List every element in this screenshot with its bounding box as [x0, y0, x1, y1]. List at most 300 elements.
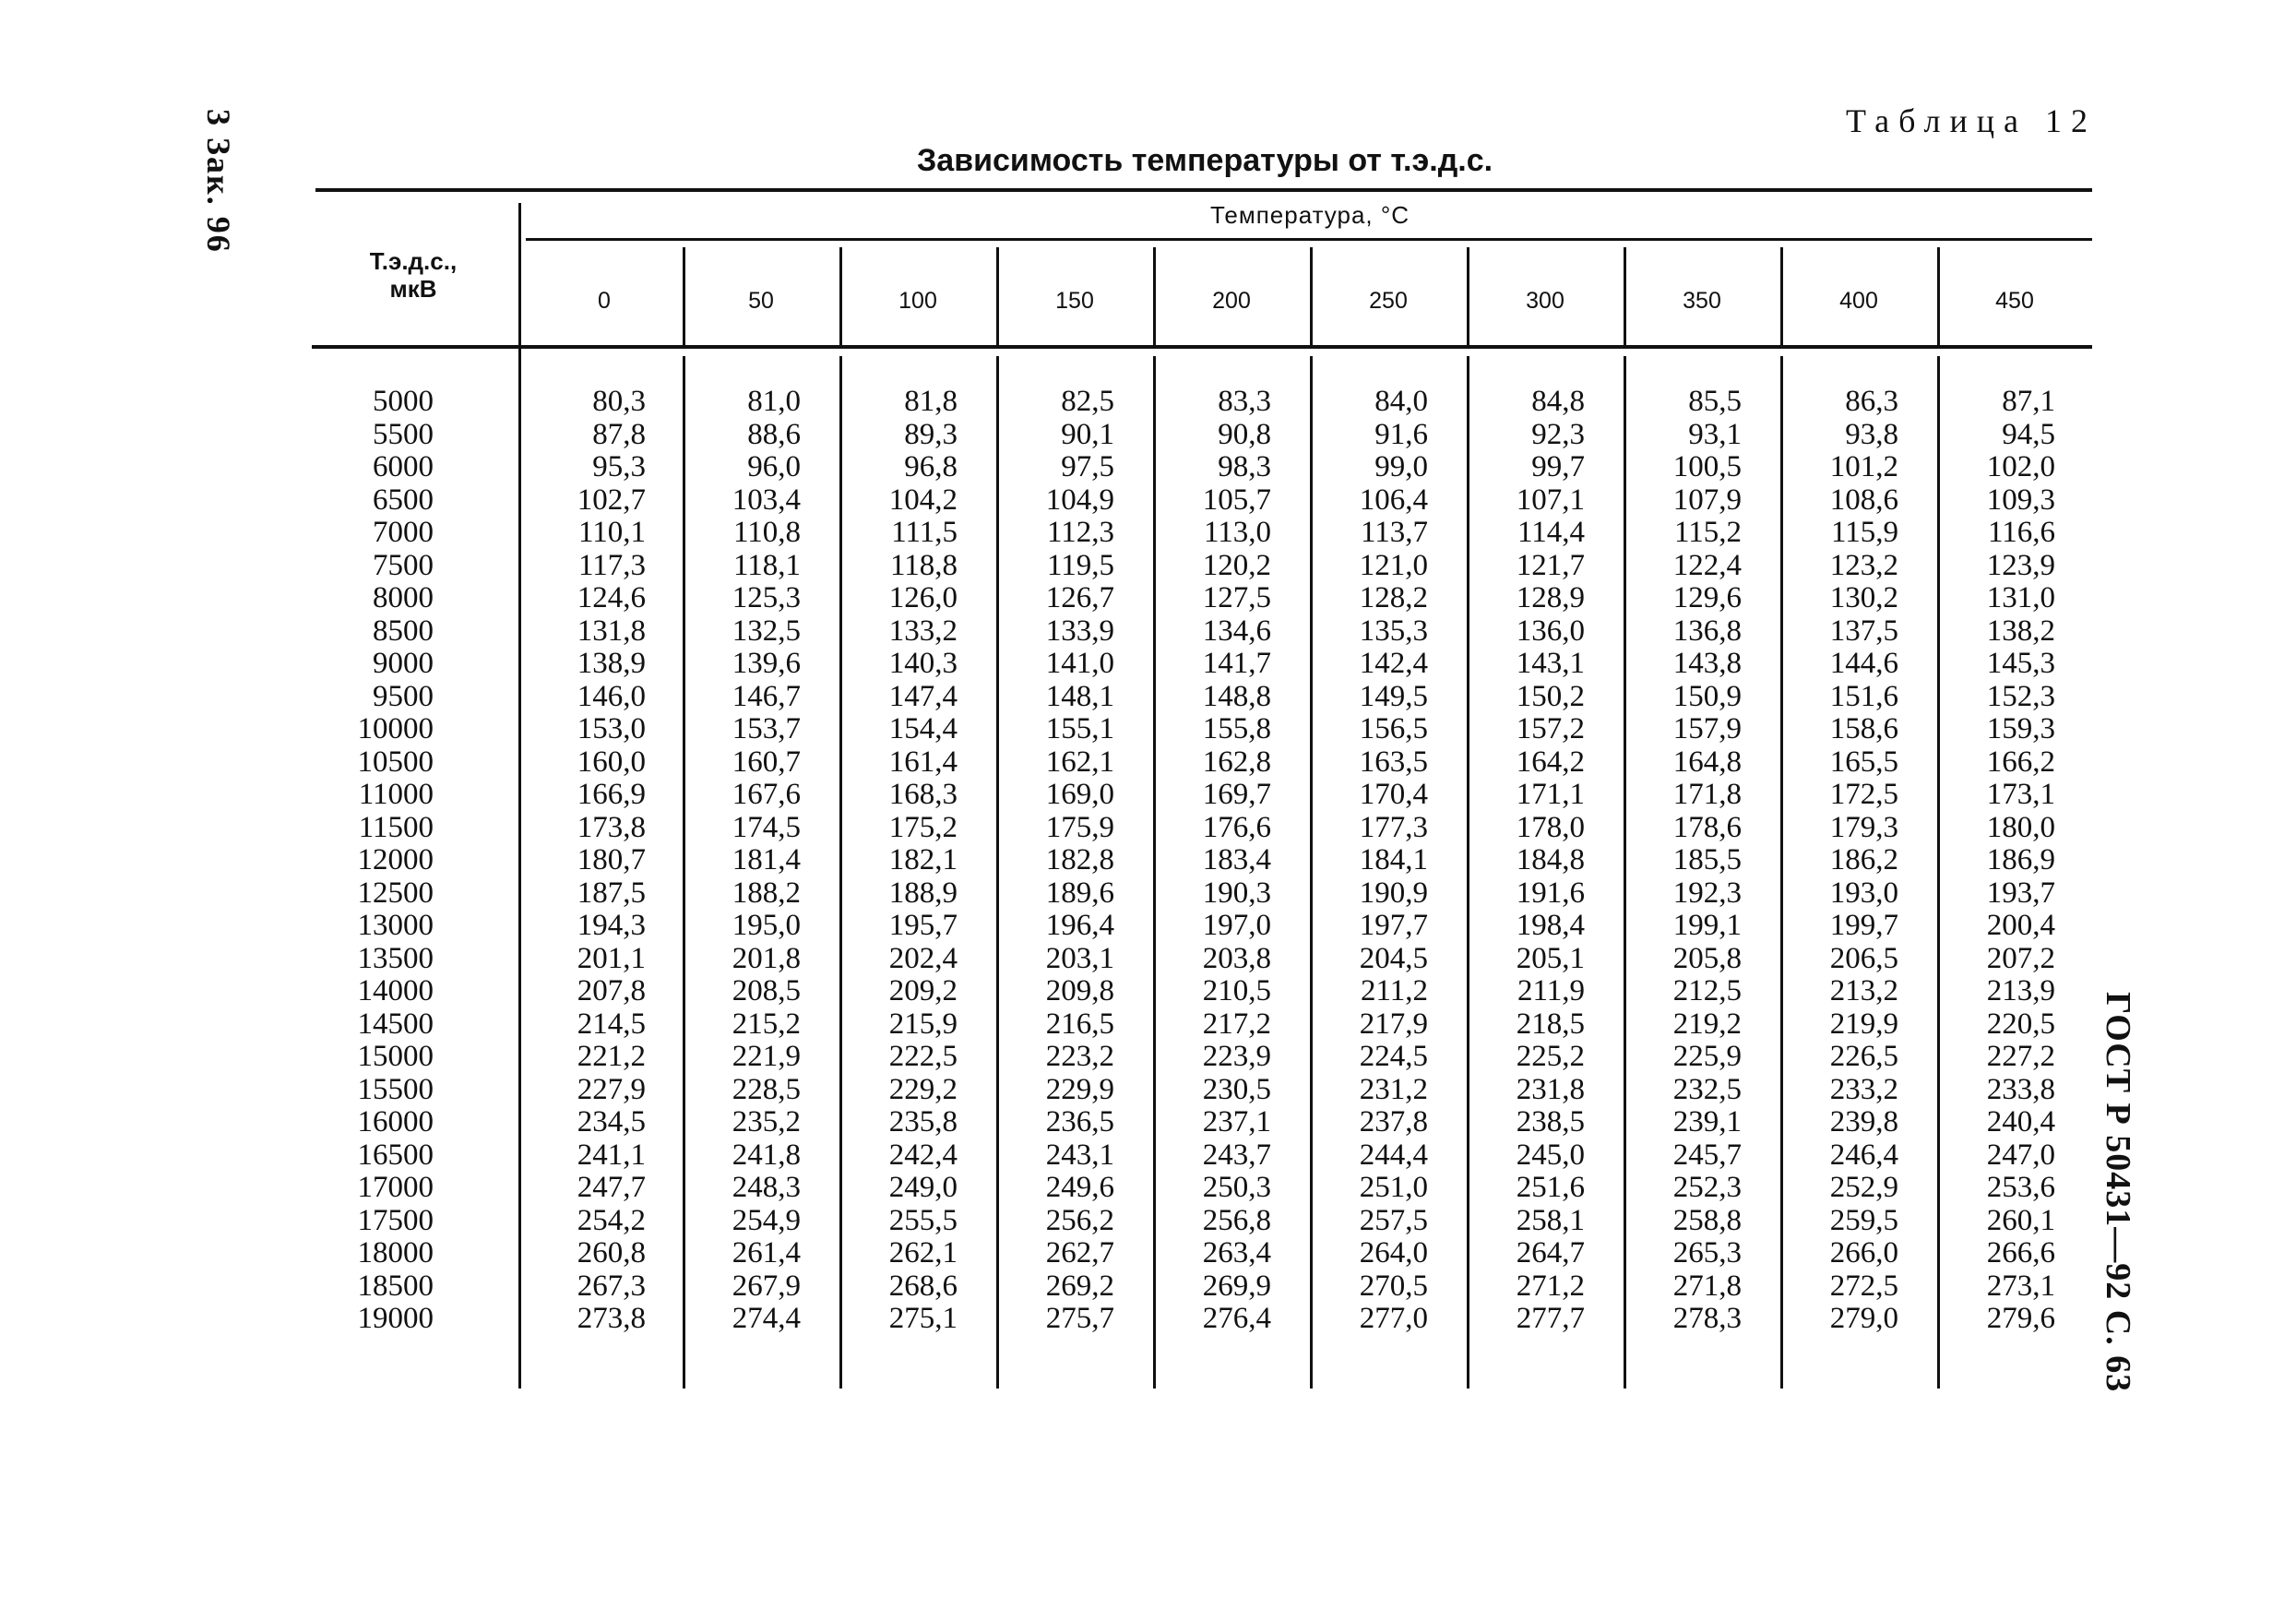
emf-value: 18500: [357, 1269, 434, 1303]
temperature-value: 230,5: [1202, 1072, 1271, 1106]
temperature-value: 90,8: [1218, 417, 1271, 451]
temperature-value: 143,1: [1516, 647, 1585, 680]
temperature-value: 221,2: [577, 1040, 646, 1073]
temperature-value: 171,1: [1516, 778, 1585, 811]
temperature-value: 168,3: [888, 778, 958, 811]
temperature-header-rule: [526, 238, 2092, 241]
temperature-value: 153,7: [732, 712, 801, 745]
temperature-value: 256,8: [1202, 1203, 1271, 1237]
temperature-value: 158,6: [1829, 712, 1898, 745]
temperature-value: 218,5: [1516, 1007, 1585, 1041]
temperature-value: 237,1: [1202, 1105, 1271, 1138]
table-row: [0, 876, 2296, 910]
temperature-value: 137,5: [1829, 614, 1898, 648]
temperature-value: 152,3: [1986, 679, 2055, 713]
temperature-value: 275,1: [888, 1302, 958, 1335]
temperature-value: 115,9: [1830, 516, 1898, 549]
temperature-value: 115,2: [1673, 516, 1742, 549]
temperature-value: 235,8: [888, 1105, 958, 1138]
temperature-value: 264,7: [1516, 1236, 1585, 1269]
temperature-value: 277,0: [1359, 1302, 1428, 1335]
table-number-label: Таблица 12: [1846, 102, 2097, 139]
temperature-value: 148,8: [1202, 679, 1271, 713]
temperature-value: 108,6: [1829, 483, 1898, 517]
temperature-value: 249,0: [888, 1171, 958, 1204]
temperature-value: 245,7: [1672, 1138, 1742, 1172]
temperature-value: 182,8: [1045, 843, 1114, 876]
margin-order-number: 3 Зак. 96: [200, 109, 237, 254]
temperature-value: 243,7: [1202, 1138, 1271, 1172]
temperature-value: 203,8: [1202, 941, 1271, 975]
temperature-value: 126,7: [1045, 581, 1114, 614]
temperature-value: 254,2: [577, 1203, 646, 1237]
temperature-value: 146,0: [577, 679, 646, 713]
temperature-value: 267,3: [577, 1269, 646, 1303]
emf-value: 9500: [373, 679, 434, 713]
temperature-value: 201,1: [577, 941, 646, 975]
temperature-value: 275,7: [1045, 1302, 1114, 1335]
temperature-column-header: 200: [1212, 288, 1251, 314]
temperature-value: 99,0: [1374, 450, 1428, 483]
temperature-value: 234,5: [577, 1105, 646, 1138]
temperature-value: 267,9: [732, 1269, 801, 1303]
temperature-value: 154,4: [888, 712, 958, 745]
temperature-column-header: 100: [898, 288, 937, 314]
temperature-value: 88,6: [747, 417, 801, 451]
table-row: [0, 909, 2296, 942]
temperature-value: 274,4: [732, 1302, 801, 1335]
emf-value: 8500: [373, 614, 434, 648]
table-row: [0, 811, 2296, 844]
temperature-value: 273,8: [577, 1302, 646, 1335]
temperature-value: 186,9: [1986, 843, 2055, 876]
emf-value: 14000: [357, 974, 434, 1007]
temperature-value: 116,6: [1987, 516, 2055, 549]
temperature-value: 188,2: [732, 876, 801, 910]
temperature-value: 200,4: [1986, 909, 2055, 942]
temperature-value: 180,7: [577, 843, 646, 876]
temperature-value: 128,9: [1516, 581, 1585, 614]
temperature-column-header: 50: [748, 288, 774, 314]
temperature-value: 173,1: [1986, 778, 2055, 811]
temperature-value: 93,8: [1845, 417, 1898, 451]
emf-value: 13500: [357, 941, 434, 975]
temperature-value: 266,0: [1829, 1236, 1898, 1269]
temperature-value: 213,2: [1829, 974, 1898, 1007]
temperature-value: 106,4: [1359, 483, 1428, 517]
temperature-value: 239,8: [1829, 1105, 1898, 1138]
temperature-value: 255,5: [888, 1203, 958, 1237]
temperature-value: 241,1: [577, 1138, 646, 1172]
temperature-value: 118,8: [889, 548, 958, 582]
temperature-value: 187,5: [577, 876, 646, 910]
temperature-value: 227,2: [1986, 1040, 2055, 1073]
emf-value: 12000: [357, 843, 434, 876]
temperature-value: 216,5: [1045, 1007, 1114, 1041]
temperature-value: 84,8: [1531, 385, 1585, 418]
temperature-value: 93,1: [1688, 417, 1742, 451]
temperature-value: 232,5: [1672, 1072, 1742, 1106]
temperature-value: 173,8: [577, 810, 646, 844]
temperature-column-header: 150: [1055, 288, 1094, 314]
temperature-value: 155,8: [1202, 712, 1271, 745]
temperature-value: 188,9: [888, 876, 958, 910]
table-row: [0, 1105, 2296, 1138]
temperature-value: 201,8: [732, 941, 801, 975]
temperature-value: 223,9: [1202, 1040, 1271, 1073]
temperature-value: 197,7: [1359, 909, 1428, 942]
table-row: [0, 680, 2296, 713]
temperature-value: 112,3: [1046, 516, 1114, 549]
temperature-value: 111,5: [891, 516, 958, 549]
temperature-value: 156,5: [1359, 712, 1428, 745]
temperature-value: 105,7: [1202, 483, 1271, 517]
temperature-value: 211,2: [1360, 974, 1428, 1007]
temperature-value: 164,2: [1516, 745, 1585, 779]
temperature-value: 213,9: [1986, 974, 2055, 1007]
temperature-value: 146,7: [732, 679, 801, 713]
emf-value: 7500: [373, 548, 434, 582]
temperature-value: 210,5: [1202, 974, 1271, 1007]
temperature-value: 247,0: [1986, 1138, 2055, 1172]
temperature-value: 169,7: [1202, 778, 1271, 811]
table-row: [0, 1171, 2296, 1204]
temperature-column-header: 400: [1839, 288, 1878, 314]
temperature-value: 199,1: [1672, 909, 1742, 942]
table-title: Зависимость температуры от т.э.д.с.: [917, 143, 1493, 178]
temperature-value: 222,5: [888, 1040, 958, 1073]
temperature-value: 243,1: [1045, 1138, 1114, 1172]
table-row: [0, 1040, 2296, 1073]
temperature-value: 131,8: [577, 614, 646, 648]
temperature-value: 271,8: [1672, 1269, 1742, 1303]
temperature-value: 170,4: [1359, 778, 1428, 811]
temperature-value: 84,0: [1374, 385, 1428, 418]
temperature-value: 223,2: [1045, 1040, 1114, 1073]
temperature-value: 251,6: [1516, 1171, 1585, 1204]
table-top-rule: [315, 188, 2092, 192]
temperature-value: 85,5: [1688, 385, 1742, 418]
temperature-value: 96,0: [747, 450, 801, 483]
temperature-value: 279,0: [1829, 1302, 1898, 1335]
temperature-value: 197,0: [1202, 909, 1271, 942]
table-row: [0, 1302, 2296, 1335]
temperature-value: 242,4: [888, 1138, 958, 1172]
temperature-value: 238,5: [1516, 1105, 1585, 1138]
temperature-value: 278,3: [1672, 1302, 1742, 1335]
temperature-value: 143,8: [1672, 647, 1742, 680]
temperature-value: 220,5: [1986, 1007, 2055, 1041]
temperature-value: 103,4: [732, 483, 801, 517]
temperature-value: 260,1: [1986, 1203, 2055, 1237]
temperature-value: 224,5: [1359, 1040, 1428, 1073]
table-row: [0, 450, 2296, 483]
temperature-value: 175,9: [1045, 810, 1114, 844]
temperature-value: 134,6: [1202, 614, 1271, 648]
temperature-value: 219,2: [1672, 1007, 1742, 1041]
emf-value: 6000: [373, 450, 434, 483]
temperature-value: 90,1: [1061, 417, 1114, 451]
temperature-value: 269,2: [1045, 1269, 1114, 1303]
temperature-value: 279,6: [1986, 1302, 2055, 1335]
temperature-value: 117,3: [577, 548, 646, 582]
temperature-value: 157,9: [1672, 712, 1742, 745]
temperature-value: 102,0: [1986, 450, 2055, 483]
temperature-value: 209,2: [888, 974, 958, 1007]
temperature-value: 171,8: [1672, 778, 1742, 811]
temperature-value: 182,1: [888, 843, 958, 876]
emf-value: 17500: [357, 1203, 434, 1237]
temperature-value: 107,1: [1516, 483, 1585, 517]
temperature-value: 165,5: [1829, 745, 1898, 779]
temperature-value: 264,0: [1359, 1236, 1428, 1269]
temperature-value: 155,1: [1045, 712, 1114, 745]
temperature-value: 128,2: [1359, 581, 1428, 614]
temperature-value: 209,8: [1045, 974, 1114, 1007]
table-row: [0, 418, 2296, 451]
temperature-value: 127,5: [1202, 581, 1271, 614]
temperature-value: 176,6: [1202, 810, 1271, 844]
temperature-value: 189,6: [1045, 876, 1114, 910]
table-row: [0, 1236, 2296, 1269]
temperature-value: 163,5: [1359, 745, 1428, 779]
temperature-value: 263,4: [1202, 1236, 1271, 1269]
table-row: [0, 843, 2296, 876]
temperature-value: 196,4: [1045, 909, 1114, 942]
temperature-value: 251,0: [1359, 1171, 1428, 1204]
temperature-column-header: 0: [598, 288, 611, 314]
temperature-value: 194,3: [577, 909, 646, 942]
temperature-value: 114,4: [1517, 516, 1585, 549]
temperature-value: 241,8: [732, 1138, 801, 1172]
emf-value: 5500: [373, 417, 434, 451]
temperature-value: 118,1: [732, 548, 801, 582]
temperature-value: 277,7: [1516, 1302, 1585, 1335]
temperature-value: 169,0: [1045, 778, 1114, 811]
temperature-value: 136,8: [1672, 614, 1742, 648]
temperature-value: 123,2: [1829, 548, 1898, 582]
emf-value: 18000: [357, 1236, 434, 1269]
temperature-value: 150,2: [1516, 679, 1585, 713]
temperature-value: 126,0: [888, 581, 958, 614]
emf-value: 5000: [373, 385, 434, 418]
temperature-value: 183,4: [1202, 843, 1271, 876]
table-row: [0, 516, 2296, 549]
temperature-value: 87,8: [592, 417, 646, 451]
temperature-value: 257,5: [1359, 1203, 1428, 1237]
temperature-value: 272,5: [1829, 1269, 1898, 1303]
temperature-value: 109,3: [1986, 483, 2055, 517]
temperature-value: 175,2: [888, 810, 958, 844]
temperature-value: 150,9: [1672, 679, 1742, 713]
temperature-value: 217,2: [1202, 1007, 1271, 1041]
temperature-value: 256,2: [1045, 1203, 1114, 1237]
temperature-value: 214,5: [577, 1007, 646, 1041]
temperature-value: 139,6: [732, 647, 801, 680]
temperature-value: 89,3: [904, 417, 958, 451]
temperature-value: 130,2: [1829, 581, 1898, 614]
temperature-value: 82,5: [1061, 385, 1114, 418]
emf-value: 8000: [373, 581, 434, 614]
temperature-value: 132,5: [732, 614, 801, 648]
temperature-value: 247,7: [577, 1171, 646, 1204]
table-row: [0, 745, 2296, 779]
temperature-value: 138,2: [1986, 614, 2055, 648]
emf-value: 17000: [357, 1171, 434, 1204]
temperature-value: 113,0: [1203, 516, 1271, 549]
temperature-value: 133,2: [888, 614, 958, 648]
temperature-value: 259,5: [1829, 1203, 1898, 1237]
temperature-value: 177,3: [1359, 810, 1428, 844]
temperature-value: 160,7: [732, 745, 801, 779]
temperature-value: 147,4: [888, 679, 958, 713]
temperature-value: 129,6: [1672, 581, 1742, 614]
temperature-value: 207,2: [1986, 941, 2055, 975]
temperature-value: 204,5: [1359, 941, 1428, 975]
temperature-value: 215,9: [888, 1007, 958, 1041]
temperature-value: 133,9: [1045, 614, 1114, 648]
temperature-value: 195,7: [888, 909, 958, 942]
temperature-value: 219,9: [1829, 1007, 1898, 1041]
emf-header-line2: мкВ: [389, 275, 437, 303]
temperature-value: 140,3: [888, 647, 958, 680]
temperature-value: 269,9: [1202, 1269, 1271, 1303]
temperature-value: 192,3: [1672, 876, 1742, 910]
temperature-value: 125,3: [732, 581, 801, 614]
temperature-value: 98,3: [1218, 450, 1271, 483]
temperature-value: 97,5: [1061, 450, 1114, 483]
temperature-value: 215,2: [732, 1007, 801, 1041]
temperature-value: 186,2: [1829, 843, 1898, 876]
temperature-value: 252,9: [1829, 1171, 1898, 1204]
temperature-value: 124,6: [577, 581, 646, 614]
temperature-value: 225,2: [1516, 1040, 1585, 1073]
temperature-value: 142,4: [1359, 647, 1428, 680]
temperature-value: 178,6: [1672, 810, 1742, 844]
temperature-value: 260,8: [577, 1236, 646, 1269]
temperature-value: 245,0: [1516, 1138, 1585, 1172]
temperature-value: 148,1: [1045, 679, 1114, 713]
emf-value: 16000: [357, 1105, 434, 1138]
temperature-value: 100,5: [1672, 450, 1742, 483]
temperature-value: 229,9: [1045, 1072, 1114, 1106]
temperature-value: 120,2: [1202, 548, 1271, 582]
emf-value: 11000: [358, 778, 434, 811]
temperature-value: 190,3: [1202, 876, 1271, 910]
temperature-value: 102,7: [577, 483, 646, 517]
temperature-value: 81,8: [904, 385, 958, 418]
emf-value: 19000: [357, 1302, 434, 1335]
emf-value: 7000: [373, 516, 434, 549]
temperature-value: 162,8: [1202, 745, 1271, 779]
temperature-value: 246,4: [1829, 1138, 1898, 1172]
temperature-value: 135,3: [1359, 614, 1428, 648]
temperature-value: 121,0: [1359, 548, 1428, 582]
temperature-value: 121,7: [1516, 548, 1585, 582]
temperature-value: 258,1: [1516, 1203, 1585, 1237]
temperature-value: 270,5: [1359, 1269, 1428, 1303]
temperature-value: 157,2: [1516, 712, 1585, 745]
temperature-value: 248,3: [732, 1171, 801, 1204]
temperature-value: 153,0: [577, 712, 646, 745]
temperature-value: 266,6: [1986, 1236, 2055, 1269]
temperature-value: 239,1: [1672, 1105, 1742, 1138]
temperature-value: 123,9: [1986, 548, 2055, 582]
temperature-value: 190,9: [1359, 876, 1428, 910]
emf-value: 10500: [357, 745, 434, 779]
temperature-value: 167,6: [732, 778, 801, 811]
temperature-value: 122,4: [1672, 548, 1742, 582]
temperature-header: Температура, °С: [1209, 201, 1410, 229]
temperature-value: 160,0: [577, 745, 646, 779]
temperature-value: 174,5: [732, 810, 801, 844]
temperature-value: 91,6: [1374, 417, 1428, 451]
emf-header-line1: Т.э.д.с.,: [369, 247, 458, 275]
temperature-value: 166,9: [577, 778, 646, 811]
temperature-value: 237,8: [1359, 1105, 1428, 1138]
temperature-value: 159,3: [1986, 712, 2055, 745]
temperature-value: 161,4: [888, 745, 958, 779]
table-row: [0, 942, 2296, 975]
temperature-value: 99,7: [1531, 450, 1585, 483]
table-row: [0, 974, 2296, 1007]
temperature-value: 227,9: [577, 1072, 646, 1106]
temperature-value: 96,8: [904, 450, 958, 483]
temperature-value: 164,8: [1672, 745, 1742, 779]
temperature-value: 185,5: [1672, 843, 1742, 876]
emf-value: 12500: [357, 876, 434, 910]
temperature-value: 107,9: [1672, 483, 1742, 517]
temperature-value: 101,2: [1829, 450, 1898, 483]
temperature-value: 83,3: [1218, 385, 1271, 418]
temperature-value: 276,4: [1202, 1302, 1271, 1335]
temperature-value: 231,8: [1516, 1072, 1585, 1106]
table-row: [0, 1204, 2296, 1237]
temperature-value: 198,4: [1516, 909, 1585, 942]
temperature-value: 249,6: [1045, 1171, 1114, 1204]
temperature-value: 207,8: [577, 974, 646, 1007]
temperature-value: 104,9: [1045, 483, 1114, 517]
temperature-value: 229,2: [888, 1072, 958, 1106]
temperature-value: 180,0: [1986, 810, 2055, 844]
temperature-value: 208,5: [732, 974, 801, 1007]
temperature-value: 203,1: [1045, 941, 1114, 975]
temperature-value: 149,5: [1359, 679, 1428, 713]
temperature-value: 258,8: [1672, 1203, 1742, 1237]
temperature-value: 141,0: [1045, 647, 1114, 680]
temperature-value: 231,2: [1359, 1072, 1428, 1106]
temperature-value: 181,4: [732, 843, 801, 876]
temperature-value: 184,1: [1359, 843, 1428, 876]
temperature-column-header: 350: [1683, 288, 1721, 314]
temperature-value: 104,2: [888, 483, 958, 517]
temperature-value: 94,5: [2002, 417, 2055, 451]
emf-value: 11500: [358, 810, 434, 844]
temperature-value: 233,2: [1829, 1072, 1898, 1106]
temperature-value: 240,4: [1986, 1105, 2055, 1138]
temperature-value: 228,5: [732, 1072, 801, 1106]
table-row: [0, 1007, 2296, 1041]
temperature-value: 261,4: [732, 1236, 801, 1269]
temperature-value: 110,8: [732, 516, 801, 549]
temperature-value: 217,9: [1359, 1007, 1428, 1041]
emf-value: 6500: [373, 483, 434, 517]
table-row: [0, 549, 2296, 582]
table-row: [0, 647, 2296, 680]
temperature-value: 235,2: [732, 1105, 801, 1138]
temperature-value: 262,7: [1045, 1236, 1114, 1269]
table-row: [0, 1138, 2296, 1172]
